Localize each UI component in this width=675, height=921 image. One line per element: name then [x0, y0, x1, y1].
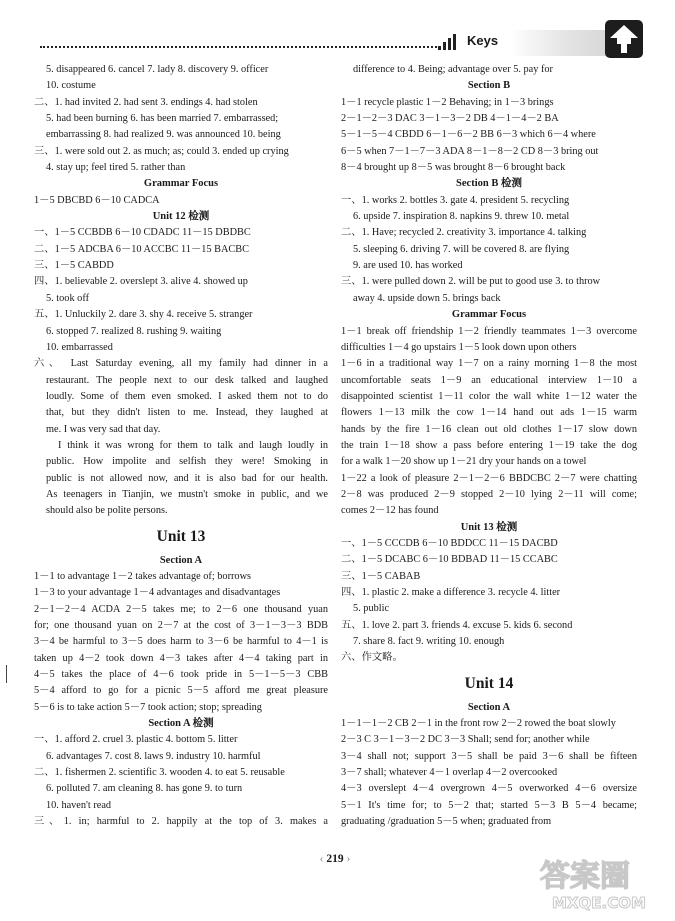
answer-line: 6. polluted 7. am cleaning 8. has gone 9. to turn	[46, 783, 243, 795]
answer-line: 一、1－5 CCBDB 6－10 CDADC 11－15 DBDBC	[34, 227, 251, 239]
unit-heading: Unit 14	[464, 674, 514, 692]
answer-line: 5. took off	[46, 292, 89, 304]
answer-line: 二、1. Have; recycled 2. creativity 3. importance 4. talking	[341, 227, 587, 239]
answer-line: 9. are used 10. has worked	[353, 260, 463, 272]
answer-line: 5－4 afford to go for a picnic 5－5 afford me great pleasure	[34, 685, 328, 697]
margin-mark	[6, 665, 7, 683]
answer-line: 6－5 when 7－1－7－3 ADA 8－1－8－2 CD 8－3 bring out	[341, 145, 599, 157]
answer-line: 1－5 DBCBD 6－10 CADCA	[34, 194, 160, 206]
essay-line: that, but they didn't listen to me. Instead, they laughed at	[46, 407, 328, 419]
answer-line: 三、1. were pulled down 2. will be put to good use 3. to throw	[341, 276, 601, 288]
answer-line: 1－1 recycle plastic 1－2 Behaving; in 1－3 brings	[341, 96, 554, 108]
answer-line: 二、1－5 DCABC 6－10 BDBAD 11－15 CCABC	[341, 554, 558, 566]
page-number-value: 219	[326, 853, 344, 865]
answer-line: 5. had been burning 6. has been married 7. embarrassed;	[46, 113, 279, 125]
answer-line: embarrassing 8. had realized 9. was announced 10. being	[46, 129, 281, 141]
section-heading: Grammar Focus	[143, 178, 219, 190]
answer-line: 二、1－5 ADCBA 6－10 ACCBC 11－15 BACBC	[34, 243, 250, 255]
answer-line: 10. costume	[46, 80, 96, 92]
answer-line: 5. sleeping 6. driving 7. will be covered 8. are flying	[353, 243, 570, 255]
answer-line: 5－1 It's time for; to 5－2 that; started 5－3 B 5－4 became;	[341, 799, 637, 811]
essay-line: should also be polite persons.	[46, 505, 168, 517]
svg-text:MXQE.COM: MXQE.COM	[552, 894, 646, 912]
answer-line: 2－3 C 3－1－3－2 DC 3－3 Shall; send for; another while	[341, 734, 590, 746]
essay-line: me. I was very sad that day.	[46, 423, 161, 435]
answer-line: uncomfortable seats 1－9 an educational interview 1－10 a	[341, 374, 637, 386]
answer-line: 四、1. plastic 2. make a difference 3. recycle 4. litter	[341, 587, 561, 598]
chevron-left-icon: ‹	[319, 853, 324, 865]
answer-line: 二、1. fishermen 2. scientific 3. wooden 4. to eat 5. reusable	[34, 767, 285, 779]
answer-line: 6. upside 7. inspiration 8. napkins 9. threw 10. metal	[353, 211, 570, 223]
answer-line: comes 2－12 has found	[341, 505, 439, 517]
answer-line: 2－1－2－3 DAC 3－1－3－2 DB 4－1－4－2 BA	[341, 113, 559, 125]
answer-line: 4－3 overslept 4－4 overgrown 4－5 overworked 4－6 oversize	[341, 783, 637, 795]
answer-line: 四、1. believable 2. overslept 3. alive 4. showed up	[34, 276, 248, 288]
answer-line: 五、1. love 2. part 3. friends 4. excuse 5. kids 6. second	[341, 619, 573, 631]
answer-line: 2－1－2－4 ACDA 2－5 takes me; to 2－6 one thousand yuan	[34, 603, 328, 615]
answer-line: 8－4 brought up 8－5 was brought 8－6 brought back	[341, 162, 566, 174]
answer-line: 3－4 shall not; support 3－5 shall be paid 3－6 shall be fifteen	[341, 750, 637, 762]
answer-line: 1－6 in a traditional way 1－7 on a rainy morning 1－8 the most	[341, 358, 637, 370]
answer-line: the train 1－18 show a pass before entering 1－19 take the dog	[341, 439, 637, 451]
answer-line: away 4. upside down 5. brings back	[353, 292, 501, 304]
unit-heading: Unit 13	[156, 527, 206, 545]
section-heading: Section B 检测	[456, 178, 522, 190]
watermark-logo	[536, 848, 664, 914]
page-number	[300, 853, 370, 865]
answer-line: 1－1－1－2 CB 2－1 in the front row 2－2 rowed the boat slowly	[341, 718, 616, 730]
signal-bars-icon	[438, 34, 458, 50]
answer-line: 一、1. works 2. bottles 3. gate 4. president 5. recycling	[341, 194, 570, 206]
answer-line: 4－5 takes the place of 4－6 took pride in 5－1－5－3 CBB	[34, 669, 328, 681]
answer-line: flowers 1－13 milk the cow 1－14 hand out ads 1－15 warm	[341, 407, 637, 419]
answer-line: 5. public	[353, 603, 390, 615]
chevron-right-icon: ›	[346, 853, 351, 865]
answer-line: 三、1－5 CABDD	[34, 260, 114, 272]
section-heading: Section B	[467, 80, 511, 92]
answer-line: for a walk 1－20 show up 1－21 dry your hands on a towel	[341, 456, 587, 468]
svg-text:答案圈: 答案圈	[540, 859, 630, 894]
answer-line: 5－1－5－4 CBDD 6－1－6－2 BB 6－3 which 6－4 where	[341, 129, 596, 141]
section-heading: Section A	[159, 554, 203, 566]
section-heading: Section A	[467, 701, 511, 713]
answer-line: 1－3 to your advantage 1－4 advantages and disadvantages	[34, 587, 281, 599]
answer-line: difference to 4. Being; advantage over 5. pay for	[353, 64, 553, 75]
essay-line: As teenagers in Tianjin, we mustn't smoke in public, and we	[46, 488, 328, 500]
answer-line: 4. stay up; feel tired 5. rather than	[46, 162, 186, 174]
answer-line: 三、1. in; harmful to 2. happily at the top of 3. makes a	[34, 816, 328, 828]
page-header	[40, 22, 635, 54]
answer-line: difficulties 1－4 go upstairs 1－5 look down upon others	[341, 341, 577, 353]
right-column	[341, 62, 637, 830]
essay-line: 六、 Last Saturday evening, all my family had dinner in a	[34, 358, 328, 370]
essay-line: public. How impolite and selfish they were! Smoking in	[46, 456, 328, 468]
essay-line: restaurant. The people next to our desk talked and laughed	[46, 374, 328, 386]
answer-line: hands by the fire 1－16 clean out old clothes 1－17 slow down	[341, 423, 637, 435]
section-heading: Grammar Focus	[451, 309, 527, 321]
essay-line: I think it was wrong for them to talk and laugh loudly in	[58, 439, 328, 451]
answer-line: 3－7 shall; whatever 4－1 overlap 4－2 overcooked	[341, 767, 558, 779]
answer-line: for; one thousand yuan on 2－7 at the cost of 3－1－3－3 BDB	[34, 620, 328, 631]
answer-line: 6. advantages 7. cost 8. laws 9. industry 10. harmful	[46, 750, 261, 762]
answer-line: 三、1－5 CABAB	[341, 570, 421, 582]
left-column	[34, 62, 328, 830]
tree-logo-icon	[605, 20, 643, 58]
answer-line: 7. share 8. fact 9. writing 10. enough	[353, 636, 505, 648]
answer-line: 10. haven't read	[46, 799, 112, 811]
essay-line: loudly. Some of them even smoked. I asked them not to do	[46, 390, 328, 402]
section-heading: Section A 检测	[148, 718, 214, 730]
dotted-rule	[40, 46, 440, 48]
header-title: Keys	[467, 33, 499, 48]
answer-line: 5－6 is to take action 5－7 took action; stop; spreading	[34, 701, 262, 713]
answer-line: 3－4 be harmful to 3－5 does harm to 3－6 be harmful to 4－1 is	[34, 636, 328, 648]
answer-line: taken up 4－2 took down 4－3 takes after 4－4 taking part in	[34, 652, 328, 664]
answer-line: 10. embarrassed	[46, 341, 113, 353]
answer-line: 6. stopped 7. realized 8. rushing 9. waiting	[46, 325, 222, 337]
answer-line: 三、1. were sold out 2. as much; as; could 3. ended up crying	[34, 145, 289, 157]
answer-line: 5. disappeared 6. cancel 7. lady 8. discovery 9. officer	[46, 64, 269, 75]
answer-line: 1－1 to advantage 1－2 takes advantage of; borrows	[34, 570, 252, 582]
essay-line: public is not allowed now, and it is also bad for our health.	[46, 472, 328, 484]
answer-line: 一、1. afford 2. cruel 3. plastic 4. bottom 5. litter	[34, 734, 238, 746]
answer-line: 1－22 a look of pleasure 2－1－2－6 BBDCBC 2－7 were chatting	[341, 472, 637, 484]
answer-line: graduating /graduation 5－5 when; graduated from	[341, 816, 552, 828]
answer-line: 1－1 break off friendship 1－2 friendly teammates 1－3 overcome	[341, 325, 637, 337]
answer-line: 2－8 was produced 2－9 stopped 2－10 lying 2－11 will come;	[341, 488, 637, 500]
answer-line: 五、1. Unluckily 2. dare 3. shy 4. receive 5. stranger	[34, 309, 253, 321]
answer-line: disappointed scientist 1－11 color the wall white 1－12 water the	[341, 390, 637, 402]
section-heading: Unit 12 检测	[152, 211, 210, 223]
answer-line: 一、1－5 CCCDB 6－10 BDDCC 11－15 DACBD	[341, 537, 558, 549]
section-heading: Unit 13 检测	[460, 521, 518, 533]
answer-line: 六、作文略。	[341, 652, 403, 664]
answer-line: 二、1. had invited 2. had sent 3. endings 4. had stolen	[34, 96, 258, 108]
